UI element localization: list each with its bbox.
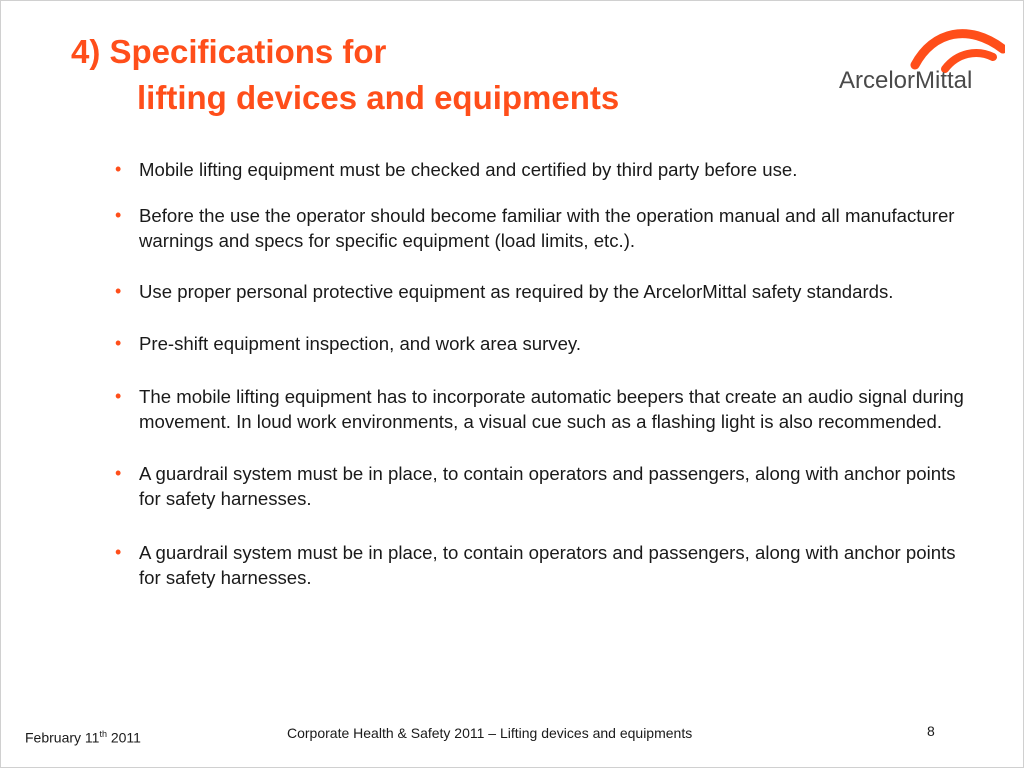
bullet-item	[115, 384, 975, 434]
footer-date-day: February 11	[25, 729, 100, 746]
footer-date-year: 2011	[106, 729, 141, 746]
bullet-dot: •	[115, 333, 122, 353]
bullet-item	[115, 331, 975, 356]
footer-date-suffix: th	[99, 729, 107, 739]
bullet-item	[115, 540, 975, 590]
bullet-dot: •	[115, 281, 122, 301]
bullet-text: Use proper personal protective equipment as required by the ArcelorMittal safety standards.	[139, 281, 894, 302]
bullet-item	[115, 157, 975, 182]
bullet-text: Mobile lifting equipment must be checked and certified by third party before use.	[139, 159, 798, 180]
bullet-dot: •	[115, 205, 122, 225]
bullet-dot: •	[115, 159, 122, 179]
bullet-text: Pre-shift equipment inspection, and work area survey.	[139, 333, 581, 354]
page-number: 8	[927, 723, 935, 739]
logo-text: ArcelorMittal	[839, 67, 973, 94]
bullet-dot: •	[115, 542, 122, 562]
title-line-2: lifting devices and equipments	[137, 79, 620, 116]
bullet-dot: •	[115, 386, 122, 406]
bullet-text: Before the use the operator should become familiar with the operation manual and all manufacturer warnings and specs for specific equipment (load limits, etc.).	[139, 205, 955, 251]
bullet-list	[115, 157, 975, 590]
bullet-text: A guardrail system must be in place, to contain operators and passengers, along with anchor points for safety harnesses.	[139, 463, 956, 509]
bullet-item	[115, 461, 975, 511]
slide-title	[71, 29, 619, 121]
bullet-text: The mobile lifting equipment has to incorporate automatic beepers that create an audio signal during movement. In loud work environments, a visual cue such as a flashing light is also recommended.	[139, 386, 964, 432]
bullet-item	[115, 279, 975, 304]
title-line-1: 4) Specifications for	[71, 33, 387, 70]
bullet-dot: •	[115, 463, 122, 483]
footer-date	[25, 729, 141, 746]
bullet-text: A guardrail system must be in place, to contain operators and passengers, along with anchor points for safety harnesses.	[139, 542, 956, 588]
footer-title: Corporate Health & Safety 2011 – Lifting devices and equipments	[287, 725, 693, 741]
bullet-item	[115, 203, 975, 253]
